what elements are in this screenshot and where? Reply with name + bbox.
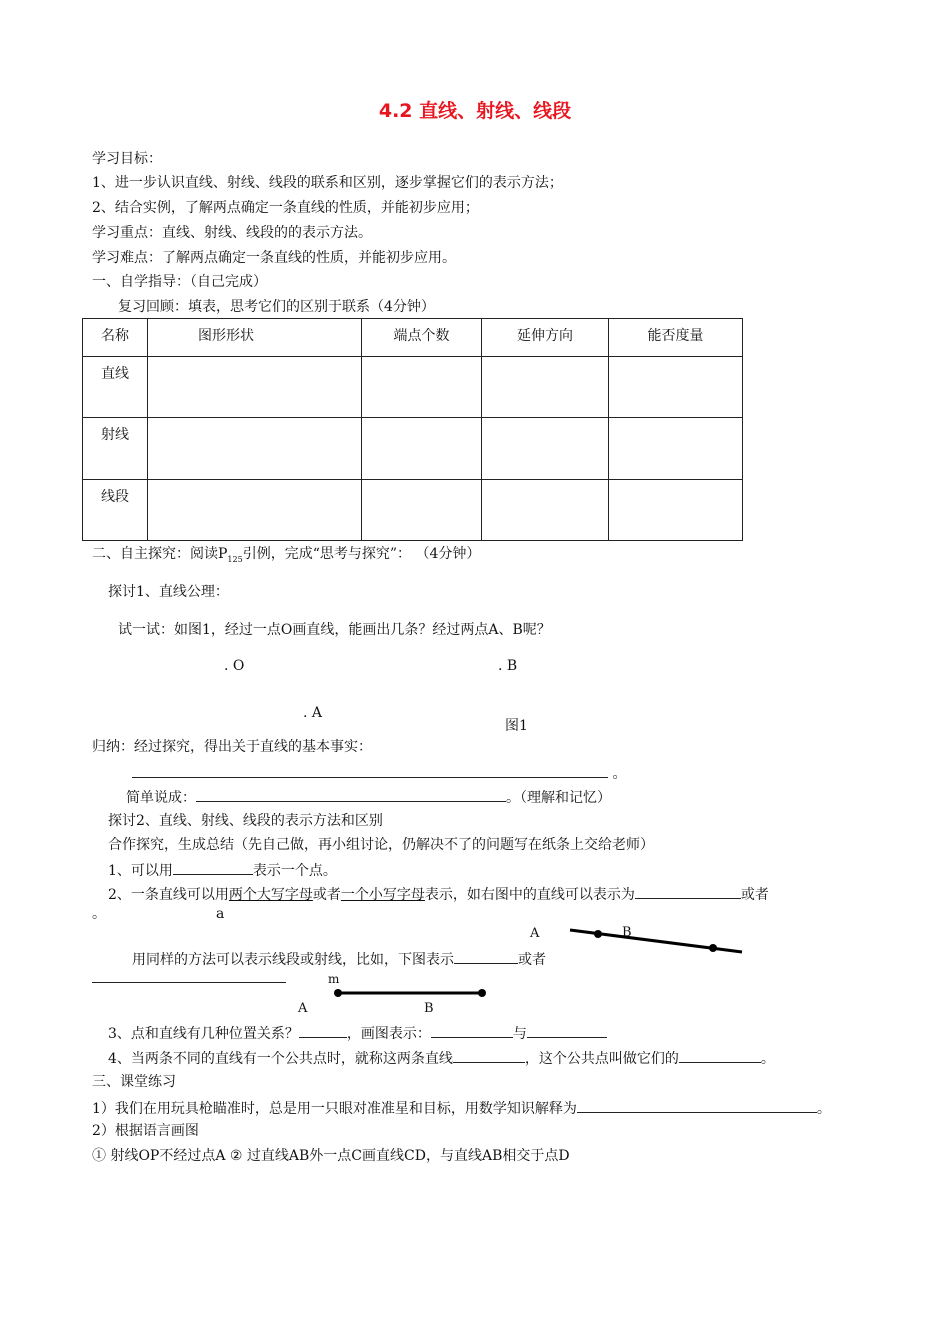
section2-heading: 二、自主探究：阅读$P_{125}$引例，完成“思考与探究”： （4分钟） (92, 546, 481, 564)
table-cell[interactable] (148, 418, 362, 480)
section1-heading: 一、自学指导：（自己完成） (92, 274, 267, 290)
goals-heading: 学习目标： (92, 151, 162, 167)
key-point: 学习重点：直线、射线、线段的的表示方法。 (92, 225, 372, 241)
section3-heading: 三、课堂练习 (92, 1074, 176, 1090)
answer-blank[interactable] (453, 1048, 525, 1063)
table-cell[interactable] (482, 357, 609, 418)
header-shape: 图形形状 (198, 328, 254, 344)
label-m: m (328, 972, 340, 986)
label-point-B: B (622, 925, 632, 940)
goal-1: 1、进一步认识直线、射线、线段的联系和区别，逐步掌握它们的表示方法； (92, 175, 563, 191)
summary: 归纳：经过探究，得出关于直线的基本事实： (92, 739, 372, 755)
table-row (83, 418, 743, 480)
cooperative-note: 合作探究，生成总结（先自己做，再小组讨论，仍解决不了的问题写在纸条上交给老师） (108, 837, 654, 853)
question-2-end: 。 (92, 906, 106, 922)
answer-blank[interactable] (527, 1023, 607, 1038)
table-cell[interactable] (362, 480, 482, 541)
figure-1-label: 图1 (505, 718, 528, 734)
point-a: . A (303, 705, 323, 721)
table-row (83, 480, 743, 541)
same-method: 用同样的方法可以表示线段或射线，比如，下图表示 或者 (132, 949, 546, 969)
table-cell[interactable] (148, 357, 362, 418)
basic-fact-answer: 。 (132, 763, 626, 783)
same-method-answer (92, 968, 286, 988)
header-endpoints: 端点个数 (393, 328, 450, 344)
table-cell[interactable] (609, 357, 743, 418)
question-3: 3、点和直线有几种位置关系？ ，画图表示： 与 (108, 1023, 607, 1043)
header-name: 名称 (101, 328, 129, 344)
answer-blank[interactable] (132, 763, 608, 778)
comparison-table (82, 318, 743, 541)
simply-said: 简单说成： 。（理解和记忆） (126, 787, 611, 807)
answer-blank[interactable] (299, 1023, 347, 1038)
try-it: 试一试：如图1，经过一点O画直线，能画出几条？经过两点A、B呢？ (118, 622, 551, 638)
row-label-line: 直线 (101, 366, 129, 382)
question-1: 1、可以用 表示一个点。 (108, 860, 337, 880)
point-b-dot (709, 944, 717, 952)
answer-blank[interactable] (454, 949, 518, 964)
table-cell[interactable] (148, 480, 362, 541)
answer-blank[interactable] (173, 860, 253, 875)
label-line-a: a (216, 906, 225, 922)
header-measurable: 能否度量 (647, 328, 704, 344)
table-cell[interactable] (362, 418, 482, 480)
row-label-ray: 射线 (101, 427, 129, 443)
label-segment-B: B (424, 1001, 434, 1016)
explore-1: 探讨1、直线公理： (108, 584, 229, 600)
line-ab-figure (560, 924, 750, 958)
answer-blank[interactable] (92, 968, 286, 983)
row-label-segment: 线段 (101, 489, 129, 505)
explore-2: 探讨2、直线、射线、线段的表示方法和区别 (108, 813, 383, 829)
table-cell[interactable] (362, 357, 482, 418)
goal-2: 2、结合实例，了解两点确定一条直线的性质，并能初步应用； (92, 200, 479, 216)
header-direction: 延伸方向 (517, 328, 573, 344)
point-b: . B (498, 658, 518, 674)
table-header-row (83, 319, 743, 357)
point-a-dot (594, 930, 602, 938)
exercise-3: ① 射线OP不经过点A ② 过直线AB外一点C画直线CD，与直线AB相交于点D (92, 1148, 570, 1164)
answer-blank[interactable] (577, 1098, 817, 1113)
page-title: 4.2 直线、射线、线段 (378, 100, 572, 122)
table-cell[interactable] (609, 418, 743, 480)
answer-blank[interactable] (679, 1048, 761, 1063)
label-point-A: A (530, 926, 540, 941)
difficulty: 学习难点：了解两点确定一条直线的性质，并能初步应用。 (92, 250, 456, 266)
table-cell[interactable] (482, 418, 609, 480)
answer-blank[interactable] (431, 1023, 513, 1038)
table-row (83, 357, 743, 418)
answer-blank[interactable] (635, 884, 741, 899)
table-cell[interactable] (609, 480, 743, 541)
answer-blank[interactable] (196, 787, 506, 802)
point-o: . O (224, 658, 245, 674)
segment-ab-figure (330, 986, 492, 1000)
exercise-1: 1）我们在用玩具枪瞄准时，总是用一只眼对准准星和目标，用数学知识解释为 。 (92, 1098, 831, 1118)
review-instruction: 复习回顾：填表，思考它们的区别于联系（4分钟） (118, 299, 435, 315)
segment-point-b-dot (478, 989, 486, 997)
question-4: 4、当两条不同的直线有一个公共点时，就称这两条直线 ，这个公共点叫做它们的 。 (108, 1048, 775, 1068)
exercise-2: 2）根据语言画图 (92, 1123, 199, 1139)
question-2: 2、一条直线可以用两个大写字母或者一个小写字母表示，如右图中的直线可以表示为 或者 (108, 884, 769, 904)
segment-point-a-dot (334, 989, 342, 997)
table-cell[interactable] (482, 480, 609, 541)
label-segment-A: A (298, 1001, 308, 1016)
